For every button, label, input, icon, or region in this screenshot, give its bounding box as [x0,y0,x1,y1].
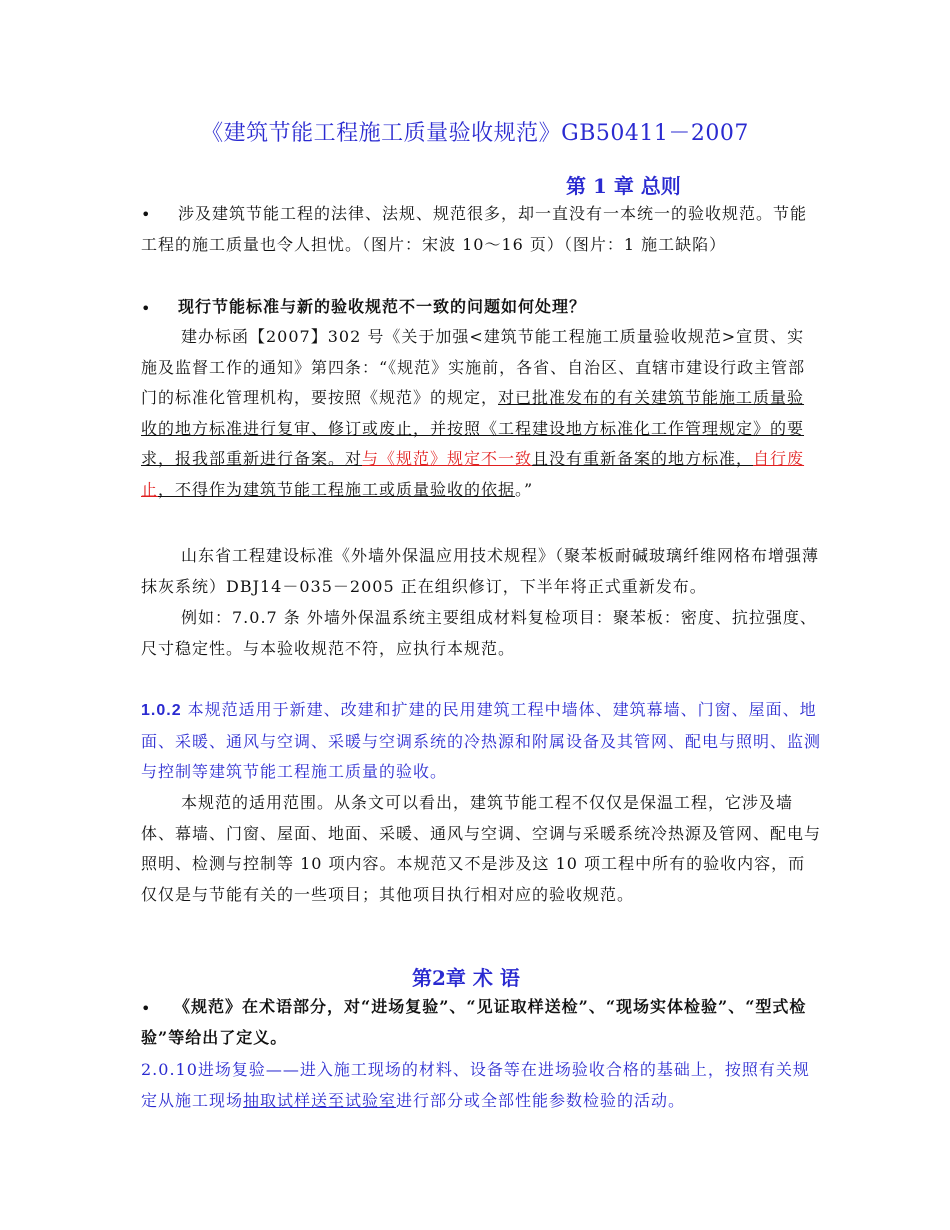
clause-text: 进行部分或全部性能参数检验的活动。 [396,1090,686,1110]
intro-paragraph: 涉及建筑节能工程的法律、法规、规范很多，却一直没有一本统一的验收规范。节能工程的施工质量也令人担忧。（图片：宋波 10～16 页）（图片：1 施工缺陷） [141,204,808,254]
bullet-marker: • [141,999,151,1018]
notice-underlined-text: 对已批准发布的有关建筑节能施工质量验收的地方标准进行复审、修订或废止，并按照《工程建设地方标准化工作管理规定》的要求，报我部重新进行备案。对 [141,388,805,468]
notice-end-text: 。” [515,479,534,499]
notice-text: 建办标函【2007】302 号《关于加强<建筑节能工程施工质量验收规范>宣贯、实施及监督工作的通知》第四条：“《规范》实施前，各省、自治区、直辖市建设行政主管部门的标准化管理机构，要按照《规范》的规定， [141,327,806,407]
chapter-1-heading: 第 1 章 总则 [566,174,681,198]
shandong-paragraph: 山东省工程建设标准《外墙外保温应用技术规程》（聚苯板耐碱玻璃纤维网格布增强薄抹灰系统）DBJ14－035－2005 正在组织修订，下半年将正式重新发布。 [141,546,820,596]
notice-red-text: 与《规范》规定不一致 [362,449,533,468]
chapter-2-heading: 第2章 术 语 [412,966,520,990]
example-paragraph: 例如：7.0.7 条 外墙外保温系统主要组成材料复检项目：聚苯板：密度、抗拉强度、尺寸稳定性。与本验收规范不符，应执行本规范。 [141,608,817,658]
clause-2-0-10 [141,1055,821,1116]
notice-paragraph [141,322,821,505]
notice-underlined-text: ，不得作为建筑节能工程施工或质量验收的依据 [158,479,516,499]
bullet-marker: • [141,205,151,224]
terms-paragraph: 《规范》在术语部分，对“进场复验”、“见证取样送检”、“现场实体检验”、“型式检验”等给出了定义。 [141,997,807,1047]
notice-underlined-text: 且没有重新备案的地方标准， [532,449,754,468]
document-title: 《建筑节能工程施工质量验收规范》GB50411－2007 [201,121,749,146]
clause-number: 2.0.10 [141,1060,198,1079]
clause-1-0-2 [141,695,821,788]
scope-paragraph: 本规范的适用范围。从条文可以看出，建筑节能工程不仅仅是保温工程，它涉及墙体、幕墙、门窗、屋面、地面、采暖、通风与空调、空调与采暖系统冷热源及管网、配电与照明、检测与控制等 10 项内容。本规范又不是涉及这 10 项工程中所有的验收内容，而仅仅是与节能有关的一些项目；其他项目执行相对应的验收规范。 [141,793,822,904]
question-heading: 现行节能标准与新的验收规范不一致的问题如何处理？ [178,297,587,316]
clause-number: 1.0.2 [141,702,182,719]
bullet-marker: • [141,299,151,318]
clause-text: 进场复验——进入施工现场的材料、设备等在进场验收合格的基础上，按照有关规定从施工现场 [141,1060,810,1110]
notice-red-text: 自行废止 [141,449,805,499]
clause-text: 本规范适用于新建、改建和扩建的民用建筑工程中墙体、建筑幕墙、门窗、屋面、地面、采暖、通风与空调、采暖与空调系统的冷热源和附属设备及其管网、配电与照明、监测与控制等建筑节能工程施工质量的验收。 [141,700,822,781]
clause-underlined-text: 抽取试样送至试验室 [243,1090,397,1110]
